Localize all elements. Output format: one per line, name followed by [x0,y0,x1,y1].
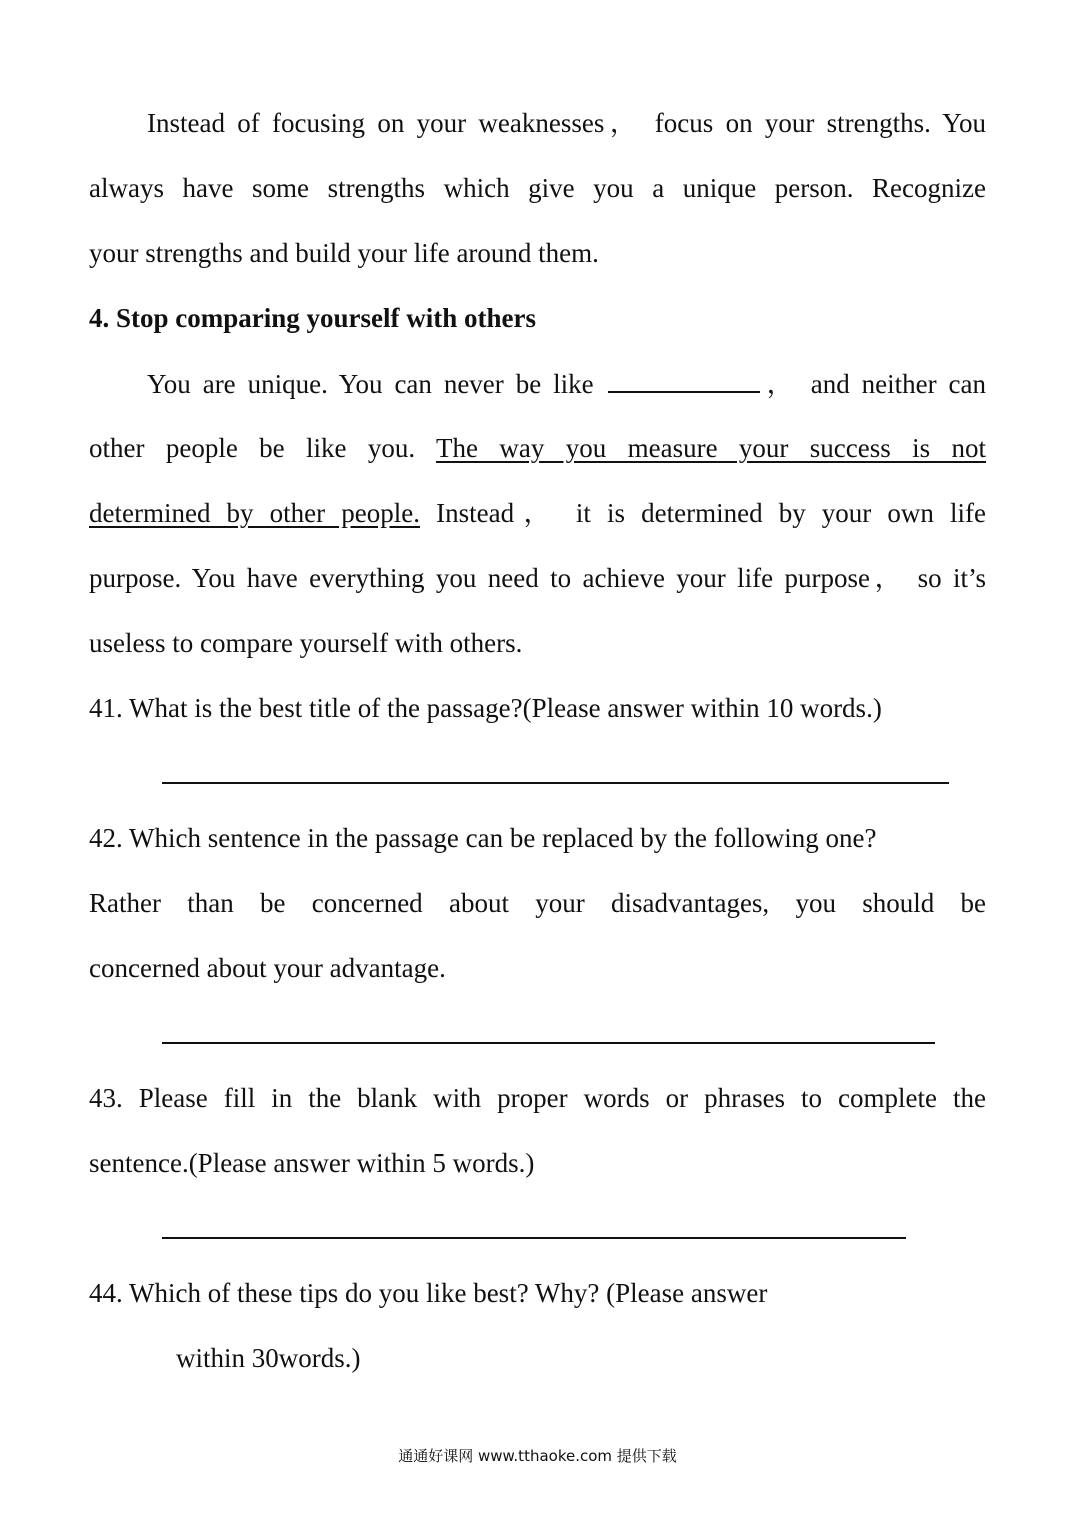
answer-line-41[interactable] [162,782,949,784]
underlined-sentence-part-2: determined by other people. [89,498,420,528]
paragraph-2-text-after-blank: ， and neither can [761,369,987,399]
page-footer: 通通好课网 www.tthaoke.com 提供下载 [398,1447,677,1465]
question-43-line-2: sentence.(Please answer within 5 words.) [89,1148,535,1178]
paragraph-2-line-4: purpose. You have everything you need to achieve your life purpose， so it’s [89,563,986,593]
paragraph-2-line-2-text: other people be like you. [89,433,416,463]
underlined-sentence-part-1: The way you measure your success is not [436,433,986,463]
inline-answer-blank[interactable] [608,365,760,393]
question-42-sentence-line-2: concerned about your advantage. [89,953,446,983]
paragraph-2-line-1 [89,365,986,402]
question-43-line-1: 43. Please fill in the blank with proper words or phrases to complete the [89,1083,986,1113]
section-heading-4: 4. Stop comparing yourself with others [89,303,536,333]
paragraph-2-line-5: useless to compare yourself with others. [89,628,523,658]
paragraph-2-line-2 [89,430,986,466]
paragraph-2-line-3 [89,495,986,531]
answer-line-42[interactable] [162,1042,935,1044]
paragraph-1-line-1: Instead of focusing on your weaknesses， focus on your strengths. You [147,108,986,138]
question-42: 42. Which sentence in the passage can be replaced by the following one? [89,823,877,853]
question-44-line-1: 44. Which of these tips do you like best? Why? (Please answer [89,1278,768,1308]
paragraph-2-text-before-blank: You are unique. You can never be like [147,369,594,399]
answer-line-43[interactable] [162,1237,906,1239]
question-41: 41. What is the best title of the passage?(Please answer within 10 words.) [89,693,882,723]
question-44-line-2: within 30words.) [176,1343,361,1373]
paragraph-1-line-3: your strengths and build your life around them. [89,238,599,268]
paragraph-1-line-2: always have some strengths which give you a unique person. Recognize [89,173,986,203]
question-42-sentence-line-1: Rather than be concerned about your disadvantages, you should be [89,888,986,918]
paragraph-2-line-3-text: Instead， it is determined by your own life [436,498,986,528]
